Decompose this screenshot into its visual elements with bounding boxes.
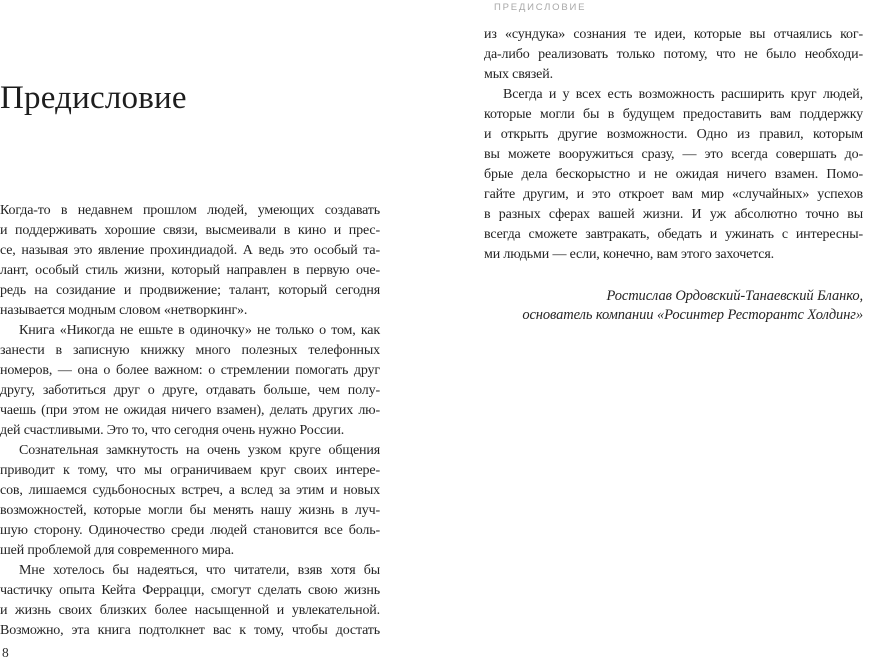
author-signature — [484, 287, 863, 325]
text-line: Возможно, эта книга подтолкнет вас к тому, чтобы достать — [0, 623, 380, 638]
text-line: возможностей, которые могли бы менять нашу жизнь в луч- — [0, 503, 380, 518]
text-line: и поддерживать хорошие связи, высмеивали в кино и прес- — [0, 223, 380, 238]
page-number: 8 — [2, 645, 9, 660]
text-line: брые дела бескорыстно и не ожидая ничего взамен. Помо- — [484, 167, 863, 182]
text-line: Мне хотелось бы надеяться, что читатели, взяв хотя бы — [19, 563, 380, 578]
paragraph — [0, 201, 380, 321]
text-line: гайте другим, и это откроет вам мир «случайных» успехов — [484, 187, 863, 202]
text-line: Сознательная замкнутость на очень узком круге общения — [19, 443, 380, 458]
text-line: частичку опыта Кейта Феррацци, смогут сделать свою жизнь — [0, 583, 380, 598]
text-line: в разных сферах вашей жизни. И уж абсолютно точно вы — [484, 207, 863, 222]
text-line: Всегда и у всех есть возможность расширить круг людей, — [503, 87, 863, 102]
text-line: номеров, — она о более важном: о стремлении помогать друг — [0, 363, 380, 378]
chapter-heading: Предисловие — [0, 80, 187, 116]
text-line: называется модным словом «нетворкинг». — [0, 303, 248, 318]
text-line: чаешь (при этом не ожидая ничего взамен), делать других лю- — [0, 403, 380, 418]
right-page-body-text — [484, 25, 863, 325]
text-line: редь на созидание и продвижение; талант, который сегодня — [0, 283, 380, 298]
signature-line: Ростислав Ордовский-Танаевский Бланко, — [606, 288, 863, 304]
right-page — [484, 0, 863, 668]
text-line: которые могли бы в будущем предоставить вам поддержку — [484, 107, 863, 122]
signature-line: основатель компании «Росинтер Ресторантс Холдинг» — [522, 307, 863, 323]
paragraph — [0, 321, 380, 441]
text-line: вы можете вооружиться сразу, — это всегда совершать до- — [484, 147, 863, 162]
left-page — [0, 0, 380, 668]
text-line: лант, особый стиль жизни, который направлен в первую оче- — [0, 263, 380, 278]
text-line: Когда-то в недавнем прошлом людей, умеющих создавать — [0, 203, 380, 218]
running-header: ПРЕДИСЛОВИЕ — [494, 2, 587, 13]
text-line: се, называя это явление прохиндиадой. А ведь это особый та- — [0, 243, 380, 258]
text-line: шую сторону. Одиночество среди людей становится все боль- — [0, 523, 380, 538]
text-line: сов, лишаемся судьбоносных встреч, а вслед за этим и новых — [0, 483, 380, 498]
text-line: ми людьми — если, конечно, вам этого захочется. — [484, 247, 775, 262]
text-line: приводит к тому, что мы ограничиваем круг своих интере- — [0, 463, 380, 478]
text-line: и жизнь своих близких более насыщенной и увлекательной. — [0, 603, 380, 618]
text-line: всегда сможете завтракать, обедать и ужинать с интересны- — [484, 227, 863, 242]
text-line: дей счастливыми. Это то, что сегодня очень нужно России. — [0, 423, 345, 438]
left-page-body-text — [0, 201, 380, 641]
text-line: Книга «Никогда не ешьте в одиночку» не только о том, как — [19, 323, 380, 338]
right-page-paragraphs — [484, 25, 863, 265]
text-line: и открыть другие возможности. Одно из правил, которым — [484, 127, 863, 142]
paragraph — [0, 441, 380, 561]
paragraph — [0, 561, 380, 641]
paragraph — [484, 85, 863, 265]
text-line: мых связей. — [484, 67, 553, 82]
text-line: занести в записную книжку много полезных телефонных — [0, 343, 380, 358]
text-line: другу, заботиться друг о друге, отдавать больше, чем полу- — [0, 383, 380, 398]
text-line: да-либо реализовать только потому, что не было необходи- — [484, 47, 863, 62]
paragraph — [484, 25, 863, 85]
text-line: шей проблемой для современного мира. — [0, 543, 235, 558]
text-line: из «сундука» сознания те идеи, которые вы отчаялись ког- — [484, 27, 863, 42]
